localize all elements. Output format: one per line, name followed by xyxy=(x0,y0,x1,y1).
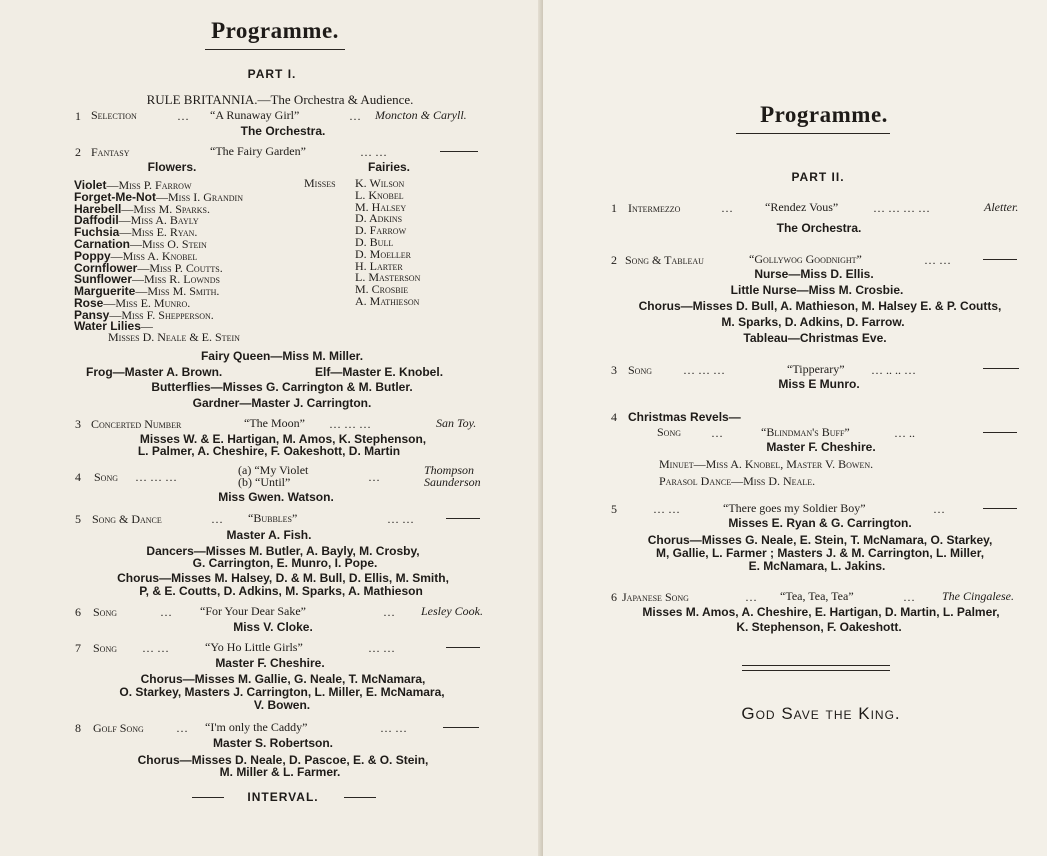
item-title: Christmas Revels— xyxy=(628,410,741,424)
item-number: 3 xyxy=(75,417,81,431)
leader-dots: … … … … xyxy=(873,201,930,215)
leader-dots: … xyxy=(903,590,915,604)
programme-heading: Programme. xyxy=(760,102,888,127)
dash-rule xyxy=(440,151,478,152)
fairy-player: D. Farrow xyxy=(355,223,407,237)
dash-rule xyxy=(446,647,480,648)
closing-rule-bottom xyxy=(742,670,890,671)
chorus-line: E. McNamara, L. Jakins. xyxy=(748,559,886,573)
role-line: Nurse—Miss D. Ellis. xyxy=(754,267,874,281)
performer: The Orchestra. xyxy=(776,221,862,235)
dash-rule xyxy=(446,518,480,519)
item-title: “The Moon” xyxy=(244,416,305,430)
leader-dots: … xyxy=(211,512,223,526)
parasol-line xyxy=(659,472,815,490)
item-title: “Rendez Vous” xyxy=(765,200,839,214)
leader-dots: … … xyxy=(142,641,169,655)
item-title: “A Runaway Girl” xyxy=(210,108,300,122)
elf-role: Elf—Master E. Knobel. xyxy=(315,365,444,379)
dash-rule xyxy=(983,432,1017,433)
item-number: 1 xyxy=(75,109,81,123)
song-a-title: (a) “My Violet xyxy=(238,463,309,477)
dash-rule xyxy=(983,368,1019,369)
leader-dots: … .. .. … xyxy=(871,363,916,377)
leader-dots: … … … xyxy=(683,363,725,377)
fairy-player: M. Halsey xyxy=(355,200,407,214)
flower-name: Violet xyxy=(74,178,107,192)
fairy-player: D. Adkins xyxy=(355,211,403,225)
flower-name: Forget-Me-Not xyxy=(74,190,156,204)
chorus-line: O. Starkey, Masters J. Carrington, L. Miller, E. McNamara, xyxy=(119,685,445,699)
dash-rule xyxy=(983,259,1017,260)
fairy-player: M. Crosbie xyxy=(355,282,409,296)
part-title: PART II. xyxy=(791,170,845,184)
fairy-player: A. Mathieson xyxy=(355,294,420,308)
item-type: Song xyxy=(94,470,119,484)
performer: Miss Gwen. Watson. xyxy=(218,490,334,504)
leader-dots: … … xyxy=(387,512,414,526)
item-title: “Tea, Tea, Tea” xyxy=(780,589,854,603)
item-number: 7 xyxy=(75,641,81,655)
performer: Master F. Cheshire. xyxy=(215,656,325,670)
item-number: 1 xyxy=(611,201,617,215)
composer: Thompson xyxy=(424,463,475,477)
flower-name: Rose xyxy=(74,296,104,310)
fairy-player: K. Wilson xyxy=(355,176,405,190)
item-type: Song xyxy=(93,605,118,619)
interval-rule-left xyxy=(192,797,224,798)
item-number: 4 xyxy=(611,410,617,424)
flower-player: —Miss R. Lownds xyxy=(132,272,220,286)
right-page xyxy=(543,0,1047,856)
chorus-line: Chorus—Misses D. Neale, D. Pascoe, E. & O. Stein, xyxy=(137,753,429,767)
chorus-line: P, & E. Coutts, D. Adkins, M. Sparks, A. Mathieson xyxy=(139,584,423,598)
item-type: Japanese Song xyxy=(622,590,689,604)
fairy-player: L. Masterson xyxy=(355,270,421,284)
item-title: “Bubbles” xyxy=(248,511,298,525)
leader-dots: … … xyxy=(924,253,951,267)
item-number: 6 xyxy=(611,590,617,604)
performer: Miss E Munro. xyxy=(778,377,860,391)
flower-name: Harebell xyxy=(74,202,122,216)
leader-dots: … xyxy=(176,721,188,735)
composer: Moncton & Caryll. xyxy=(375,108,467,122)
chorus-line: Chorus—Misses D. Bull, A. Mathieson, M. Halsey E. & P. Coutts, xyxy=(638,299,1002,313)
fairy-player: L. Knobel xyxy=(355,188,404,202)
flower-name: Water Lilies xyxy=(74,319,141,333)
item-number: 2 xyxy=(75,145,81,159)
closing-rule-top xyxy=(742,665,890,666)
flower-player: —Miss A. Knobel xyxy=(110,249,198,263)
leader-dots: … .. xyxy=(894,426,915,440)
item-number: 4 xyxy=(75,470,81,484)
leader-dots: … … xyxy=(653,502,680,516)
leader-dots: … … xyxy=(380,721,407,735)
chorus-line: M. Sparks, D. Adkins, D. Farrow. xyxy=(721,315,905,329)
chorus-line: Chorus—Misses M. Gallie, G. Neale, T. McNamara, xyxy=(140,672,426,686)
leader-dots: … xyxy=(349,109,361,123)
flower-player: —Miss M. Smith. xyxy=(135,284,220,298)
god-save-the-king: God Save the King. xyxy=(741,704,901,723)
minuet-text: Minuet—Miss A. Knobel, Master V. Bowen. xyxy=(659,457,874,471)
item-number: 3 xyxy=(611,363,617,377)
misses-label: Misses xyxy=(304,176,336,190)
fairy-queen: Fairy Queen—Miss M. Miller. xyxy=(200,349,364,363)
flower-name: Carnation xyxy=(74,237,131,251)
heading-rule xyxy=(736,133,890,134)
item-type: Song & Tableau xyxy=(625,253,704,267)
item-type: Golf Song xyxy=(93,721,144,735)
dancers-line: G. Carrington, E. Munro, I. Pope. xyxy=(192,556,378,570)
flower-player: — xyxy=(140,319,153,333)
part-title: PART I. xyxy=(247,67,297,81)
performer: Master S. Robertson. xyxy=(212,736,334,750)
item-title: “I'm only the Caddy” xyxy=(205,720,308,734)
heading-rule xyxy=(205,49,345,50)
item-title: “There goes my Soldier Boy” xyxy=(723,501,866,515)
composer: Saunderson xyxy=(424,475,481,489)
item-title: “Yo Ho Little Girls” xyxy=(205,640,303,654)
water-lilies-players: Misses D. Neale & E. Stein xyxy=(108,330,240,344)
frog-role: Frog—Master A. Brown. xyxy=(86,365,223,379)
leader-dots: … xyxy=(177,109,189,123)
leader-dots: … xyxy=(368,470,380,484)
rule-britannia: RULE BRITANNIA.—The Orchestra & Audience. xyxy=(146,92,414,107)
gardner-role: Gardner—Master J. Carrington. xyxy=(192,396,372,410)
composer: Aletter. xyxy=(984,200,1019,214)
flowers-heading: Flowers. xyxy=(147,160,197,174)
parasol-text: Parasol Dance—Miss D. Neale. xyxy=(659,474,816,488)
performer: Master F. Cheshire. xyxy=(766,440,876,454)
chorus-line: M. Miller & L. Farmer. xyxy=(219,765,341,779)
leader-dots: … xyxy=(160,605,172,619)
item-type: Song xyxy=(657,425,682,439)
item-number: 8 xyxy=(75,721,81,735)
performer: Miss V. Cloke. xyxy=(233,620,313,634)
flower-player: —Miss P. Coutts. xyxy=(137,261,223,275)
leader-dots: … … … xyxy=(135,470,177,484)
fairy-player: D. Bull xyxy=(355,235,394,249)
interval-label: INTERVAL. xyxy=(247,790,319,804)
song-title: “Blindman's Buff” xyxy=(761,425,850,439)
item-type: Concerted Number xyxy=(91,417,182,431)
item-type: Song & Dance xyxy=(92,512,162,526)
performer: Master A. Fish. xyxy=(226,528,312,542)
dash-rule xyxy=(983,508,1017,509)
performers-line: L. Palmer, A. Cheshire, F. Oakeshott, D. Martin xyxy=(137,444,401,458)
butterflies-role: Butterflies—Misses G. Carrington & M. Butler. xyxy=(151,380,413,394)
item-type: Song xyxy=(628,363,653,377)
minuet-line xyxy=(659,455,873,473)
item-title: “The Fairy Garden” xyxy=(210,144,306,158)
flower-name: Sunflower xyxy=(74,272,133,286)
flower-name: Daffodil xyxy=(74,213,119,227)
flower-player: —Miss P. Farrow xyxy=(106,178,192,192)
leader-dots: … xyxy=(383,605,395,619)
performers-line: Misses M. Amos, A. Cheshire, E. Hartigan, D. Martin, L. Palmer, xyxy=(642,605,1000,619)
chorus-line: V. Bowen. xyxy=(253,698,311,712)
item-number: 5 xyxy=(75,512,81,526)
flower-name: Poppy xyxy=(74,249,111,263)
fairy-player: H. Larter xyxy=(355,259,403,273)
leader-dots: … xyxy=(933,502,945,516)
flower-player: —Miss M. Sparks. xyxy=(121,202,210,216)
flower-player: —Miss E. Ryan. xyxy=(119,225,198,239)
item-number: 5 xyxy=(611,502,617,516)
chorus-line: Chorus—Misses M. Halsey, D. & M. Bull, D. Ellis, M. Smith, xyxy=(117,571,449,585)
leader-dots: … xyxy=(711,426,723,440)
flower-player: —Miss E. Munro. xyxy=(103,296,191,310)
flower-player: —Miss F. Shepperson. xyxy=(109,308,214,322)
leader-dots: … … xyxy=(368,641,395,655)
song-b-title: (b) “Until” xyxy=(238,475,291,489)
item-type: Song xyxy=(93,641,118,655)
performer: The Orchestra. xyxy=(240,124,326,138)
leader-dots: … … … xyxy=(329,417,371,431)
leader-dots: … … xyxy=(360,145,387,159)
fairy-player: D. Moeller xyxy=(355,247,411,261)
flower-player: —Miss I. Grandin xyxy=(155,190,243,204)
role-line: Little Nurse—Miss M. Crosbie. xyxy=(730,283,904,297)
flower-player: —Miss O. Stein xyxy=(130,237,207,251)
dash-rule xyxy=(443,727,479,728)
composer: The Cingalese. xyxy=(942,589,1014,603)
leader-dots: … xyxy=(745,590,757,604)
programme-heading: Programme. xyxy=(211,18,339,43)
flower-name: Marguerite xyxy=(74,284,136,298)
fairies-heading: Fairies. xyxy=(367,160,411,174)
tableau-line: Tableau—Christmas Eve. xyxy=(743,331,887,345)
performers-line: K. Stephenson, F. Oakeshott. xyxy=(736,620,902,634)
leader-dots: … xyxy=(721,201,733,215)
flower-name: Fuchsia xyxy=(74,225,120,239)
performers-line: Misses W. & E. Hartigan, M. Amos, K. Stephenson, xyxy=(139,432,427,446)
item-title: “Gollywog Goodnight” xyxy=(749,252,862,266)
performer: Misses E. Ryan & G. Carrington. xyxy=(728,516,912,530)
flower-player: —Miss A. Bayly xyxy=(118,213,199,227)
interval-rule-right xyxy=(344,797,376,798)
item-type: Intermezzo xyxy=(628,201,681,215)
item-title: “For Your Dear Sake” xyxy=(200,604,306,618)
item-type: Selection xyxy=(91,108,137,122)
chorus-line: M, Gallie, L. Farmer ; Masters J. & M. Carrington, L. Miller, xyxy=(655,546,985,560)
dancers-line: Dancers—Misses M. Butler, A. Bayly, M. Crosby, xyxy=(146,544,420,558)
composer: Lesley Cook. xyxy=(421,604,483,618)
composer: San Toy. xyxy=(436,416,477,430)
flower-name: Cornflower xyxy=(74,261,138,275)
item-title: “Tipperary” xyxy=(787,362,845,376)
item-number: 6 xyxy=(75,605,81,619)
item-number: 2 xyxy=(611,253,617,267)
item-type: Fantasy xyxy=(91,145,130,159)
flower-name: Pansy xyxy=(74,308,110,322)
chorus-line: Chorus—Misses G. Neale, E. Stein, T. McNamara, O. Starkey, xyxy=(647,533,993,547)
